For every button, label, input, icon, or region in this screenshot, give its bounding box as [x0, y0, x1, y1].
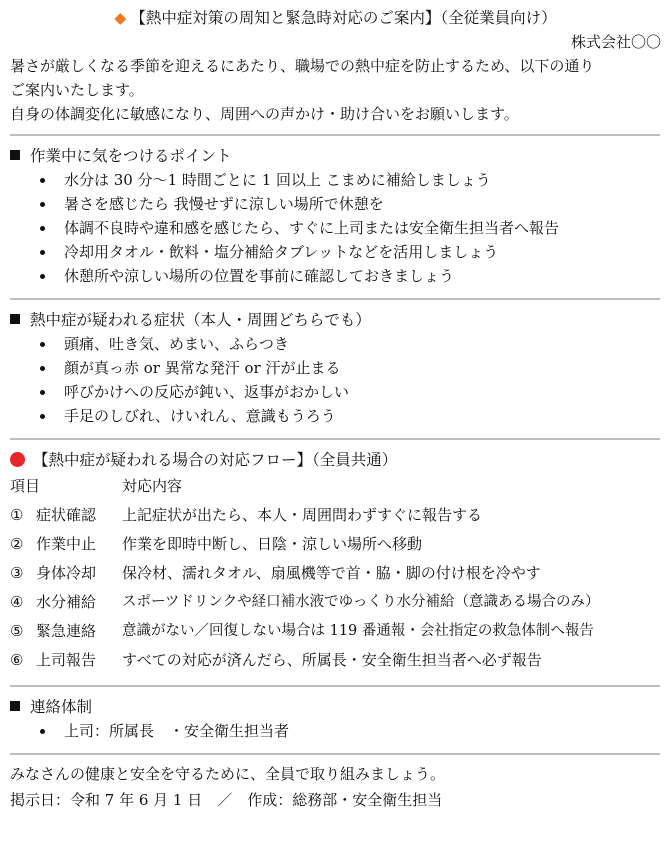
- table-row: [10, 646, 670, 675]
- contact-heading: [10, 695, 661, 719]
- black-square-icon: [10, 150, 20, 160]
- list-item: [40, 404, 661, 428]
- intro-line-2: ご案内いたします。: [10, 81, 144, 99]
- step-content: 保冷材、濡れタオル、扇風機等で首・脇・脚の付け根を冷やす: [122, 564, 541, 582]
- contact-heading-text: 連絡体制: [30, 698, 93, 716]
- bullet-dot-icon: [40, 250, 45, 255]
- flow-heading-text: 【熱中症が疑われる場合の対応フロー】（全員共通）: [33, 451, 398, 469]
- contact-list: [10, 719, 661, 743]
- black-square-icon: [10, 314, 20, 324]
- footer: [10, 761, 661, 813]
- flow-heading: [10, 448, 661, 472]
- step-content: 意識がない／回復しない場合は 119 番通報・会社指定の救急体制へ報告: [122, 623, 594, 639]
- intro-line-3: 自身の体調変化に敏感になり、周囲への声かけ・助け合いをお願いします。: [10, 105, 519, 123]
- symptoms-heading: [10, 308, 661, 332]
- step-number: ④: [10, 593, 24, 611]
- points-list: [10, 168, 661, 288]
- list-item-text: 休憩所や涼しい場所の位置を事前に確認しておきましょう: [64, 267, 455, 285]
- step-item: 身体冷却: [36, 564, 97, 582]
- company-name: 株式会社〇〇: [570, 33, 661, 51]
- bullet-dot-icon: [40, 274, 45, 279]
- divider: [10, 134, 660, 136]
- list-item-text: 水分は 30 分～1 時間ごとに 1 回以上 こまめに補給しましょう: [64, 171, 491, 189]
- list-item: [40, 332, 661, 356]
- column-header-content: 対応内容: [122, 477, 183, 495]
- list-item: [40, 719, 661, 743]
- list-item-text: 呼びかけへの反応が鈍い、返事がおかしい: [64, 383, 350, 401]
- step-content: スポーツドリンクや経口補水液でゆっくり水分補給（意識ある場合のみ）: [122, 594, 600, 610]
- step-content: 作業を即時中断し、日陰・涼しい場所へ移動: [122, 535, 423, 553]
- symptoms-list: [10, 332, 661, 428]
- table-header-row: [10, 472, 670, 501]
- bullet-dot-icon: [40, 202, 45, 207]
- step-number: ⑥: [10, 651, 24, 669]
- points-heading: [10, 144, 661, 168]
- points-section: [10, 144, 661, 288]
- list-item: [40, 356, 661, 380]
- closing-message: みなさんの健康と安全を守るために、全員で取り組みましょう。: [10, 765, 446, 783]
- divider: [10, 438, 660, 440]
- list-item: [40, 216, 661, 240]
- bullet-dot-icon: [40, 390, 45, 395]
- bullet-dot-icon: [40, 414, 45, 419]
- list-item-text: 上司：所属長 ・安全衛生担当者: [64, 722, 290, 740]
- step-number: ②: [10, 535, 24, 553]
- step-number: ③: [10, 564, 24, 582]
- list-item-text: 冷却用タオル・飲料・塩分補給タブレットなどを活用しましょう: [64, 243, 499, 261]
- list-item: [40, 192, 661, 216]
- list-item-text: 暑さを感じたら 我慢せずに涼しい場所で休憩を: [64, 195, 384, 213]
- divider: [10, 685, 660, 687]
- diamond-icon: ◆: [114, 9, 127, 27]
- symptoms-heading-text: 熱中症が疑われる症状（本人・周囲どちらでも）: [30, 311, 371, 329]
- list-item: [40, 240, 661, 264]
- table-row: [10, 530, 670, 559]
- list-item-text: 頭痛、吐き気、めまい、ふらつき: [64, 335, 289, 353]
- column-header-item: 項目: [10, 477, 41, 495]
- bullet-dot-icon: [40, 729, 45, 734]
- black-square-icon: [10, 701, 20, 711]
- bullet-dot-icon: [40, 178, 45, 183]
- list-item: [40, 380, 661, 404]
- title-text: 【熱中症対策の周知と緊急時対応のご案内】（全従業員向け）: [130, 9, 557, 27]
- points-heading-text: 作業中に気をつけるポイント: [30, 147, 232, 165]
- intro-line-1: 暑さが厳しくなる季節を迎えるにあたり、職場での熱中症を防止するため、以下の通り: [10, 57, 595, 75]
- flow-section: [10, 448, 661, 675]
- step-item: 緊急連絡: [36, 622, 97, 640]
- bullet-dot-icon: [40, 226, 45, 231]
- list-item: [40, 264, 661, 288]
- contact-section: [10, 695, 661, 743]
- list-item-text: 手足のしびれ、けいれん、意識もうろう: [64, 407, 336, 425]
- list-item-text: 顔が真っ赤 or 異常な発汗 or 汗が止まる: [64, 359, 341, 377]
- table-row: [10, 588, 670, 617]
- list-item: [40, 168, 661, 192]
- bullet-dot-icon: [40, 366, 45, 371]
- step-number: ①: [10, 506, 24, 524]
- step-item: 水分補給: [36, 593, 97, 611]
- divider: [10, 753, 660, 755]
- divider: [10, 298, 660, 300]
- list-item-text: 体調不良時や違和感を感じたら、すぐに上司または安全衛生担当者へ報告: [64, 219, 560, 237]
- step-content: 上記症状が出たら、本人・周囲問わずすぐに報告する: [122, 506, 483, 524]
- step-number: ⑤: [10, 622, 24, 640]
- posted-info: 掲示日：令和 7 年 6 月 1 日 ／ 作成：総務部・安全衛生担当: [10, 791, 443, 809]
- flow-table: [10, 472, 670, 675]
- step-item: 症状確認: [36, 506, 97, 524]
- notice-title: [10, 6, 661, 30]
- table-row: [10, 617, 670, 646]
- red-circle-icon: [10, 452, 25, 467]
- step-content: すべての対応が済んだら、所属長・安全衛生担当者へ必ず報告: [122, 651, 542, 669]
- table-row: [10, 501, 670, 530]
- symptoms-section: [10, 308, 661, 428]
- intro-paragraph: [10, 54, 661, 126]
- table-row: [10, 559, 670, 588]
- step-item: 作業中止: [36, 535, 97, 553]
- step-item: 上司報告: [36, 651, 97, 669]
- bullet-dot-icon: [40, 342, 45, 347]
